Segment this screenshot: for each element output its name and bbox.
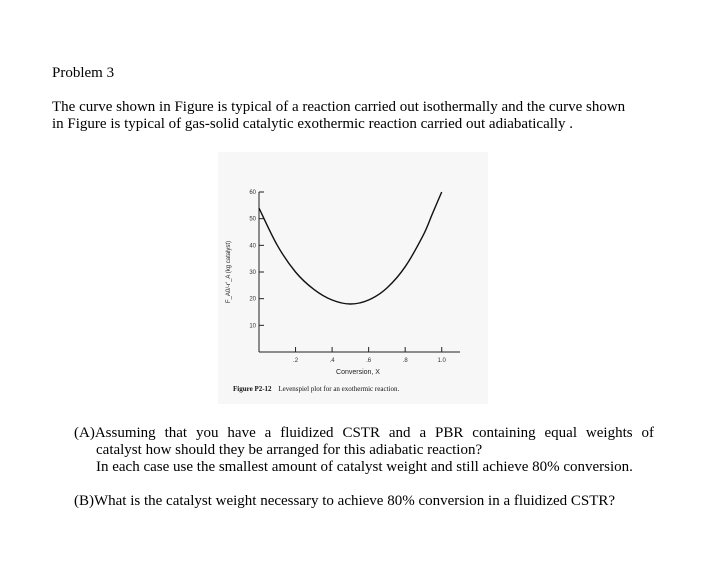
statement-line-1: The curve shown in Figure is typical of a reaction carried out isothermally and the curve shown — [52, 99, 626, 115]
question-a-text: Assuming that you have a fluidized CSTR and a PBR containing equal weights of — [94, 425, 654, 441]
y-tick-label: 30 — [249, 270, 256, 276]
question-a-line-3: In each case use the smallest amount of catalyst weight and still achieve 80% conversion. — [96, 459, 633, 475]
problem-statement — [52, 99, 672, 133]
question-a-line-2: catalyst how should they be arranged for this adiabatic reaction? — [96, 442, 483, 458]
y-axis-label: F_A0/-r'_A (kg catalyst) — [226, 240, 232, 304]
caption-label: Figure P2-12 — [233, 385, 272, 393]
problem-title: Problem 3 — [52, 65, 115, 81]
y-tick-label: 60 — [249, 190, 256, 196]
x-tick-label: 1.0 — [437, 358, 446, 364]
levenspiel-curve — [259, 192, 442, 304]
question-a — [74, 425, 654, 476]
x-ticks — [293, 347, 447, 364]
figure-caption — [233, 385, 399, 393]
x-tick-label: .2 — [293, 358, 299, 364]
statement-line-2: in Figure is typical of gas-solid catalytic exothermic reaction carried out adiabatically . — [52, 116, 574, 132]
question-b: (B)What is the catalyst weight necessary to achieve 80% conversion in a fluidized CSTR? — [74, 493, 616, 509]
question-a-label: (A) — [74, 425, 95, 441]
x-tick-label: .6 — [366, 358, 372, 364]
caption-text: Levenspiel plot for an exothermic reaction. — [278, 385, 400, 393]
levenspiel-figure — [218, 152, 488, 404]
y-tick-label: 20 — [249, 296, 256, 303]
y-ticks — [249, 190, 264, 329]
x-tick-label: .8 — [402, 358, 408, 364]
x-axis-label: Conversion, X — [336, 369, 380, 376]
x-tick-label: .4 — [329, 358, 335, 364]
y-tick-label: 10 — [249, 323, 256, 330]
levenspiel-chart — [218, 152, 488, 404]
y-tick-label: 40 — [249, 243, 256, 250]
y-tick-label: 50 — [249, 216, 256, 223]
question-a-line-1 — [74, 425, 654, 442]
